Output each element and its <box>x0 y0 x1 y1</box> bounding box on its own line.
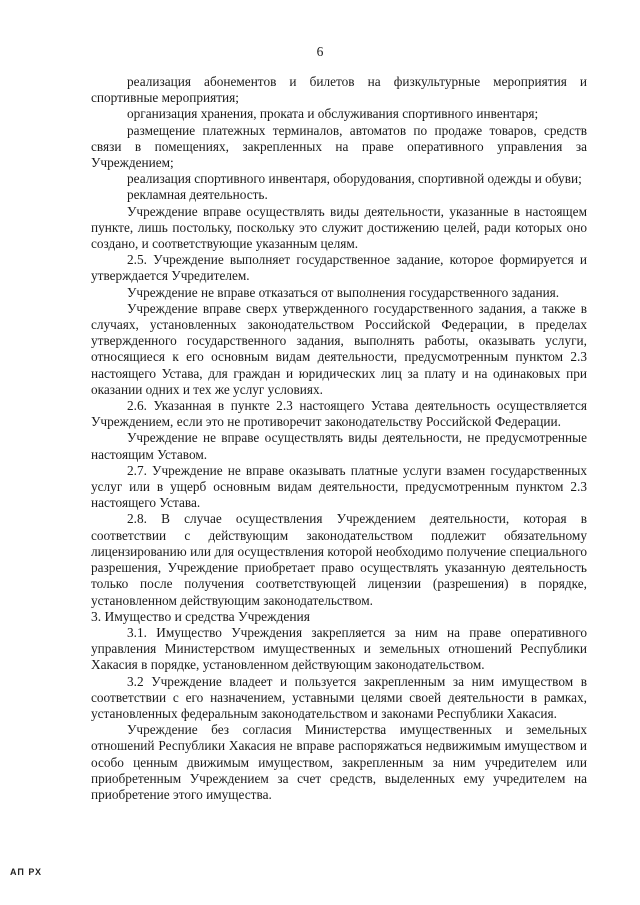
paragraph: организация хранения, проката и обслуживания спортивного инвентаря; <box>127 106 539 122</box>
paragraph: Учреждение без согласия Министерства имущественных и земельных отношений Республики Хакасия не вправе распоряжаться недвижимым имуществом и особо ценным движимым имуществом, закрепленным за ним учредителем или приобретенным Учреждением за счет средств, выделенных ему учредителем на приобретение этого имущества. <box>91 722 587 802</box>
paragraph: Учреждение вправе осуществлять виды деятельности, указанные в настоящем пункте, лишь постольку, поскольку это служит достижению целей, ради которых оно создано, и соответствующие указанным целям. <box>91 203 587 252</box>
paragraph-clause-3-1: 3.1. Имущество Учреждения закрепляется за ним на праве оперативного управления Министерством имущественных и земельных отношений Республики Хакасия в порядке, установленном действующим законодательством. <box>91 624 587 673</box>
document-body <box>91 74 587 803</box>
paragraph: размещение платежных терминалов, автоматов по продаже товаров, средств связи в помещениях, закрепленных на праве оперативного управления за Учреждением; <box>91 122 587 171</box>
paragraph: Учреждение не вправе отказаться от выполнения государственного задания. <box>127 284 560 300</box>
paragraph: Учреждение вправе сверх утвержденного государственного задания, а также в случаях, установленных законодательством Российской Федерации, в пределах утвержденного государственного задания, выполнять работы, оказывать услуги, относящиеся к его основным видам деятельности, предусмотренным пунктом 2.3 настоящего Устава, для граждан и юридических лиц за плату и на одинаковых при оказании одних и тех же услуг условиях. <box>91 300 587 397</box>
footer-mark: АП РХ <box>10 867 43 877</box>
section-heading: 3. Имущество и средства Учреждения <box>91 608 310 624</box>
paragraph-clause-2-8: 2.8. В случае осуществления Учреждением деятельности, которая в соответствии с действующим законодательством подлежит обязательному лицензированию или для осуществления которой необходимо получение специального разрешения, Учреждение приобретает право осуществлять указанную деятельность только после получения соответствующей лицензии (разрешения) в порядке, установленном действующим законодательством. <box>91 511 587 608</box>
paragraph: Учреждение не вправе осуществлять виды деятельности, не предусмотренные настоящим Уставом. <box>91 430 587 462</box>
paragraph: рекламная деятельность. <box>127 187 268 203</box>
paragraph-clause-2-6: 2.6. Указанная в пункте 2.3 настоящего Устава деятельность осуществляется Учреждением, если это не противоречит законодательству Российской Федерации. <box>91 398 587 430</box>
paragraph-clause-2-7: 2.7. Учреждение не вправе оказывать платные услуги взамен государственных услуг или в ущерб основным видам деятельности, предусмотренным пунктом 2.3 настоящего Устава. <box>91 462 587 511</box>
paragraph-clause-3-2: 3.2 Учреждение владеет и пользуется закрепленным за ним имуществом в соответствии с его назначением, уставными целями своей деятельности в рамках, установленных федеральным законодательством и законами Республики Хакасия. <box>91 673 587 721</box>
paragraph-clause-2-5: 2.5. Учреждение выполняет государственное задание, которое формируется и утверждается Учредителем. <box>91 252 587 284</box>
paragraph: реализация спортивного инвентаря, оборудования, спортивной одежды и обуви; <box>127 171 582 187</box>
page-number: 6 <box>316 44 324 59</box>
paragraph: реализация абонементов и билетов на физкультурные мероприятия и спортивные мероприятия; <box>91 74 587 106</box>
